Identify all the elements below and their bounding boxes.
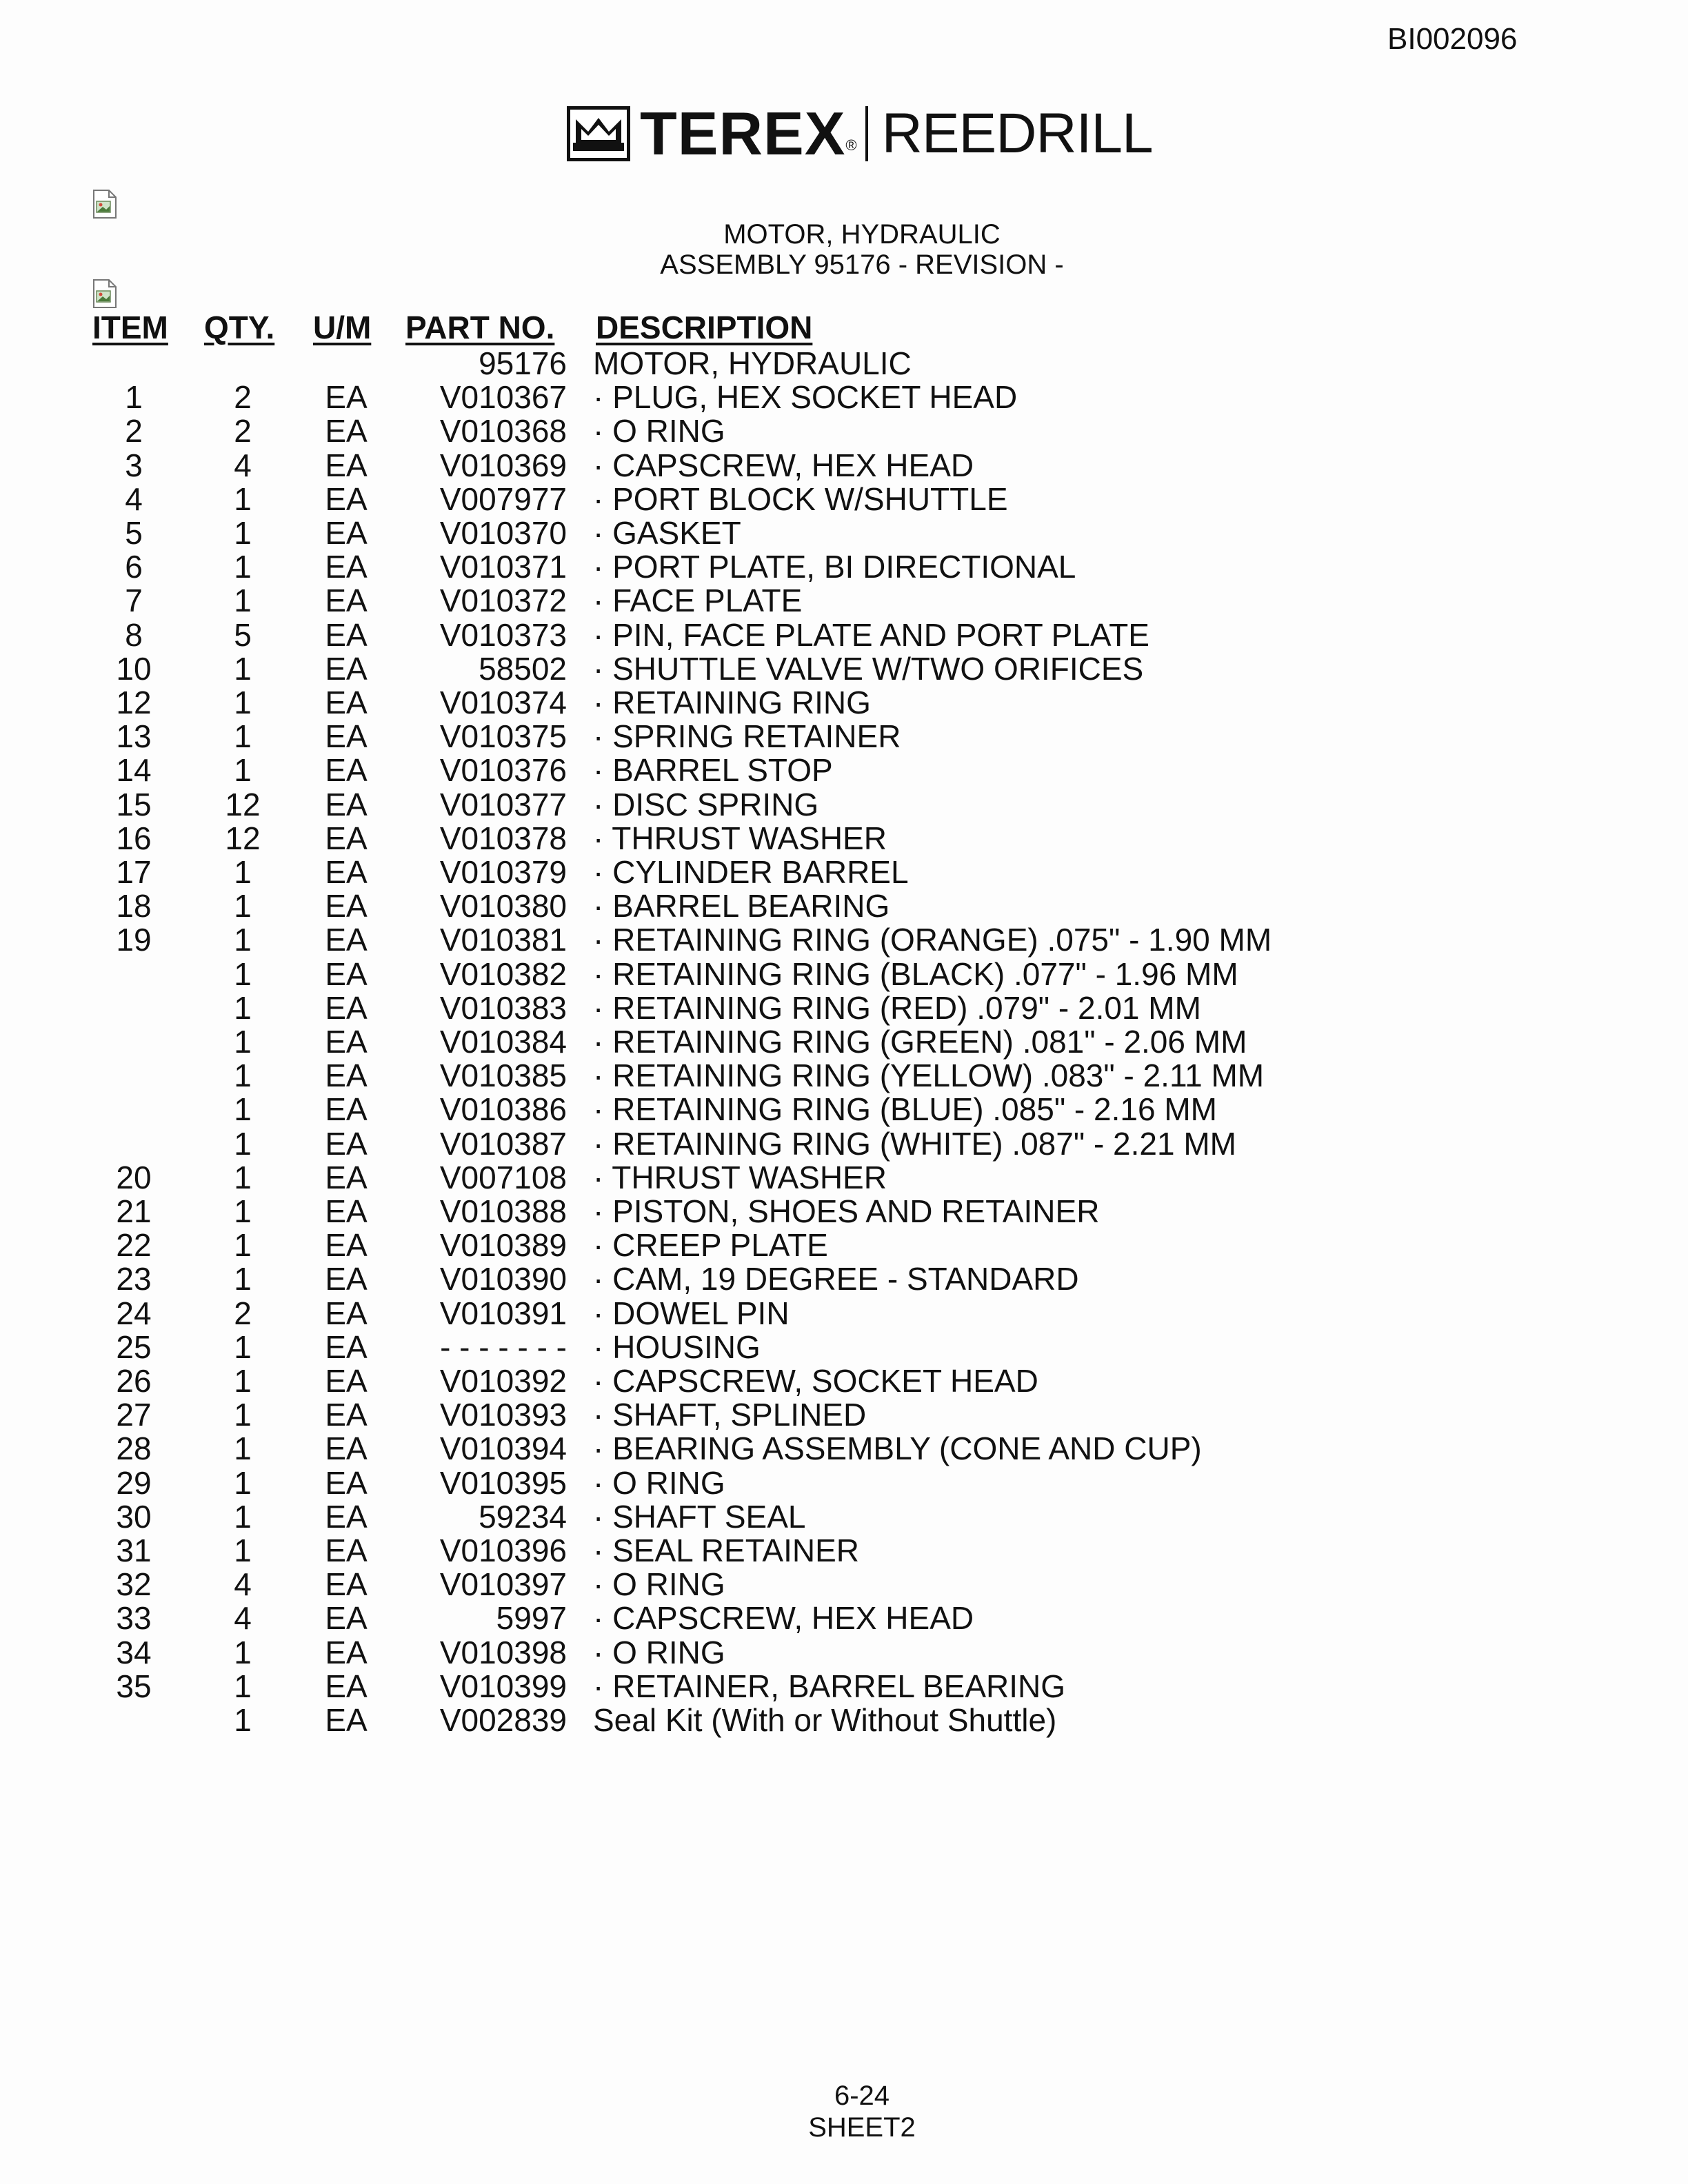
cell-part-number: V010394 bbox=[439, 1430, 567, 1467]
cell-item-number: 17 bbox=[116, 854, 152, 890]
cell-unit-of-measure: EA bbox=[325, 1193, 368, 1229]
cell-description: · PISTON, SHOES AND RETAINER bbox=[593, 1193, 1100, 1229]
cell-item-number: 33 bbox=[116, 1600, 152, 1637]
table-row bbox=[0, 1328, 1688, 1365]
cell-description: · HOUSING bbox=[593, 1328, 761, 1365]
cell-quantity: 1 bbox=[234, 1024, 252, 1060]
table-row bbox=[0, 412, 1688, 449]
cell-part-number: V010369 bbox=[439, 447, 567, 483]
cell-description: · BARREL STOP bbox=[593, 752, 833, 789]
cell-unit-of-measure: EA bbox=[325, 616, 368, 653]
cell-item-number: 6 bbox=[125, 549, 143, 585]
cell-unit-of-measure: EA bbox=[325, 515, 368, 551]
cell-unit-of-measure: EA bbox=[325, 447, 368, 483]
table-row bbox=[0, 1057, 1688, 1094]
table-row bbox=[0, 345, 1688, 381]
table-row bbox=[0, 1566, 1688, 1603]
cell-description: · PLUG, HEX SOCKET HEAD bbox=[593, 379, 1018, 416]
cell-quantity: 1 bbox=[234, 989, 252, 1026]
table-row bbox=[0, 786, 1688, 820]
cell-description: · CREEP PLATE bbox=[593, 1227, 828, 1264]
cell-item-number: 26 bbox=[116, 1363, 152, 1399]
logo-product: REEDRILL bbox=[881, 102, 1153, 165]
table-row bbox=[0, 1498, 1688, 1535]
cell-description: MOTOR, HYDRAULIC bbox=[593, 345, 912, 381]
cell-part-number: V010388 bbox=[439, 1193, 567, 1229]
table-row bbox=[0, 1260, 1688, 1297]
cell-unit-of-measure: EA bbox=[325, 1464, 368, 1501]
cell-quantity: 1 bbox=[234, 685, 252, 720]
cell-item-number: 29 bbox=[116, 1464, 152, 1501]
terex-emblem-icon bbox=[567, 106, 630, 161]
cell-part-number: V010378 bbox=[439, 820, 567, 856]
cell-quantity: 1 bbox=[234, 549, 252, 585]
cell-description: · RETAINER, BARREL BEARING bbox=[593, 1668, 1066, 1704]
cell-item-number: 7 bbox=[125, 583, 143, 619]
cell-part-number: 5997 bbox=[496, 1600, 567, 1637]
cell-part-number: V010375 bbox=[439, 718, 567, 755]
table-row bbox=[0, 1430, 1688, 1467]
cell-item-number: 20 bbox=[116, 1159, 152, 1195]
cell-description: · CAPSCREW, HEX HEAD bbox=[593, 1600, 974, 1637]
cell-unit-of-measure: EA bbox=[325, 1566, 368, 1603]
cell-item-number: 31 bbox=[116, 1533, 152, 1568]
cell-part-number: 58502 bbox=[479, 650, 567, 687]
table-row bbox=[0, 378, 1688, 416]
header-description: DESCRIPTION bbox=[596, 310, 813, 345]
cell-quantity: 1 bbox=[234, 1261, 252, 1297]
cell-quantity: 1 bbox=[234, 1091, 252, 1128]
cell-item-number: 10 bbox=[116, 650, 152, 687]
cell-quantity: 1 bbox=[234, 922, 252, 958]
table-row bbox=[0, 1599, 1688, 1637]
cell-part-number: V007108 bbox=[439, 1159, 567, 1195]
cell-description: · BEARING ASSEMBLY (CONE AND CUP) bbox=[593, 1430, 1202, 1467]
cell-part-number: V010393 bbox=[439, 1397, 567, 1433]
table-row bbox=[0, 548, 1688, 585]
cell-quantity: 1 bbox=[234, 854, 252, 890]
cell-quantity: 1 bbox=[234, 752, 252, 789]
table-row bbox=[0, 1532, 1688, 1566]
cell-description: · CAPSCREW, SOCKET HEAD bbox=[593, 1363, 1038, 1399]
cell-unit-of-measure: EA bbox=[325, 854, 368, 890]
cell-part-number: V010387 bbox=[439, 1125, 567, 1162]
cell-part-number: V010383 bbox=[439, 989, 567, 1026]
cell-description: · FACE PLATE bbox=[593, 583, 803, 619]
page-number: 6-24 bbox=[834, 2081, 890, 2111]
assembly-subtitle: ASSEMBLY 95176 - REVISION - bbox=[660, 250, 1064, 280]
table-row bbox=[0, 956, 1688, 992]
table-row bbox=[0, 1023, 1688, 1060]
cell-quantity: 1 bbox=[234, 583, 252, 619]
cell-unit-of-measure: EA bbox=[325, 481, 368, 517]
cell-unit-of-measure: EA bbox=[325, 1024, 368, 1060]
cell-quantity: 1 bbox=[234, 1328, 252, 1365]
cell-description: · O RING bbox=[593, 1464, 725, 1501]
cell-quantity: 12 bbox=[225, 820, 261, 856]
cell-description: · THRUST WASHER bbox=[593, 1159, 887, 1195]
cell-unit-of-measure: EA bbox=[325, 1058, 368, 1094]
cell-part-number: V010385 bbox=[439, 1058, 567, 1094]
cell-unit-of-measure: EA bbox=[325, 583, 368, 619]
cell-item-number: 1 bbox=[125, 379, 143, 416]
cell-quantity: 1 bbox=[234, 1634, 252, 1670]
cell-quantity: 1 bbox=[234, 1159, 252, 1195]
cell-part-number: V010389 bbox=[439, 1227, 567, 1264]
cell-quantity: 1 bbox=[234, 718, 252, 755]
cell-quantity: 2 bbox=[234, 1295, 252, 1331]
logo-divider bbox=[865, 106, 868, 161]
cell-description: · DOWEL PIN bbox=[593, 1295, 790, 1331]
cell-unit-of-measure: EA bbox=[325, 1634, 368, 1670]
table-row bbox=[0, 514, 1688, 551]
table-row bbox=[0, 751, 1688, 789]
broken-image-icon bbox=[91, 189, 119, 219]
cell-part-number: V010374 bbox=[439, 685, 567, 720]
cell-unit-of-measure: EA bbox=[325, 1430, 368, 1467]
cell-quantity: 1 bbox=[234, 888, 252, 924]
cell-part-number: V010395 bbox=[439, 1464, 567, 1501]
cell-part-number: V010391 bbox=[439, 1295, 567, 1331]
cell-quantity: 5 bbox=[234, 616, 252, 653]
cell-item-number: 14 bbox=[116, 752, 152, 789]
cell-description: Seal Kit (With or Without Shuttle) bbox=[593, 1702, 1057, 1738]
cell-part-number: V010398 bbox=[439, 1634, 567, 1670]
cell-part-number: V010370 bbox=[439, 515, 567, 551]
cell-unit-of-measure: EA bbox=[325, 1668, 368, 1704]
cell-part-number: V007977 bbox=[439, 481, 567, 517]
cell-description: · SEAL RETAINER bbox=[593, 1533, 859, 1568]
cell-item-number: 24 bbox=[116, 1295, 152, 1331]
logo-brand: TEREX bbox=[640, 99, 846, 168]
terex-reedrill-logo bbox=[567, 99, 1153, 168]
cell-description: · O RING bbox=[593, 1566, 725, 1603]
document-id: BI002096 bbox=[1387, 22, 1518, 56]
cell-item-number: 15 bbox=[116, 786, 152, 822]
header-um: U/M bbox=[313, 310, 372, 345]
cell-description: · CAPSCREW, HEX HEAD bbox=[593, 447, 974, 483]
cell-item-number: 4 bbox=[125, 481, 143, 517]
cell-part-number: V010367 bbox=[439, 379, 567, 416]
cell-unit-of-measure: EA bbox=[325, 1363, 368, 1399]
cell-item-number: 12 bbox=[116, 685, 152, 720]
cell-description: · SHAFT, SPLINED bbox=[593, 1397, 867, 1433]
cell-description: · RETAINING RING bbox=[593, 685, 871, 720]
cell-quantity: 4 bbox=[234, 447, 252, 483]
table-row bbox=[0, 582, 1688, 619]
cell-part-number: V010368 bbox=[439, 413, 567, 449]
cell-description: · RETAINING RING (GREEN) .081" - 2.06 MM bbox=[593, 1024, 1247, 1060]
cell-part-number: V010371 bbox=[439, 549, 567, 585]
cell-description: · SHAFT SEAL bbox=[593, 1498, 806, 1535]
cell-description: · CAM, 19 DEGREE - STANDARD bbox=[593, 1261, 1079, 1297]
cell-item-number: 18 bbox=[116, 888, 152, 924]
cell-description: · CYLINDER BARREL bbox=[593, 854, 909, 890]
cell-part-number: V010382 bbox=[439, 956, 567, 992]
cell-unit-of-measure: EA bbox=[325, 956, 368, 992]
cell-part-number: V010397 bbox=[439, 1566, 567, 1603]
broken-image-icon bbox=[91, 279, 119, 309]
cell-unit-of-measure: EA bbox=[325, 379, 368, 416]
cell-description: · PORT BLOCK W/SHUTTLE bbox=[593, 481, 1008, 517]
cell-part-number: V010386 bbox=[439, 1091, 567, 1128]
cell-unit-of-measure: EA bbox=[325, 752, 368, 789]
cell-unit-of-measure: EA bbox=[325, 786, 368, 822]
cell-part-number: V010399 bbox=[439, 1668, 567, 1704]
cell-description: · THRUST WASHER bbox=[593, 820, 887, 856]
cell-quantity: 1 bbox=[234, 650, 252, 687]
cell-unit-of-measure: EA bbox=[325, 549, 368, 585]
cell-quantity: 1 bbox=[234, 1702, 252, 1738]
table-row bbox=[0, 921, 1688, 958]
table-row bbox=[0, 1091, 1688, 1128]
table-row bbox=[0, 1125, 1688, 1162]
cell-unit-of-measure: EA bbox=[325, 1295, 368, 1331]
header-part-no: PART NO. bbox=[405, 310, 555, 345]
cell-unit-of-measure: EA bbox=[325, 1498, 368, 1535]
cell-item-number: 25 bbox=[116, 1328, 152, 1365]
table-row bbox=[0, 718, 1688, 755]
cell-unit-of-measure: EA bbox=[325, 1702, 368, 1738]
cell-unit-of-measure: EA bbox=[325, 1328, 368, 1365]
cell-description: · SPRING RETAINER bbox=[593, 718, 901, 755]
cell-quantity: 1 bbox=[234, 1668, 252, 1704]
cell-description: · SHUTTLE VALVE W/TWO ORIFICES bbox=[593, 650, 1144, 687]
cell-item-number: 22 bbox=[116, 1227, 152, 1264]
cell-description: · RETAINING RING (WHITE) .087" - 2.21 MM bbox=[593, 1125, 1237, 1162]
cell-item-number: 19 bbox=[116, 922, 152, 958]
cell-item-number: 32 bbox=[116, 1566, 152, 1603]
cell-quantity: 1 bbox=[234, 481, 252, 517]
cell-unit-of-measure: EA bbox=[325, 989, 368, 1026]
cell-unit-of-measure: EA bbox=[325, 888, 368, 924]
cell-unit-of-measure: EA bbox=[325, 820, 368, 856]
sheet-label: SHEET2 bbox=[808, 2112, 916, 2143]
cell-description: · DISC SPRING bbox=[593, 786, 819, 822]
cell-unit-of-measure: EA bbox=[325, 718, 368, 755]
cell-unit-of-measure: EA bbox=[325, 685, 368, 720]
table-row bbox=[0, 684, 1688, 718]
table-row bbox=[0, 887, 1688, 924]
cell-quantity: 1 bbox=[234, 1363, 252, 1399]
table-row bbox=[0, 1396, 1688, 1433]
table-row bbox=[0, 1362, 1688, 1399]
header-qty: QTY. bbox=[204, 310, 275, 345]
cell-part-number: V010390 bbox=[439, 1261, 567, 1297]
cell-quantity: 1 bbox=[234, 1397, 252, 1433]
table-row bbox=[0, 989, 1688, 1026]
cell-quantity: 1 bbox=[234, 1193, 252, 1229]
cell-unit-of-measure: EA bbox=[325, 1533, 368, 1568]
cell-description: · O RING bbox=[593, 1634, 725, 1670]
cell-part-number: V010396 bbox=[439, 1533, 567, 1568]
table-row bbox=[0, 1701, 1688, 1738]
cell-part-number: V010372 bbox=[439, 583, 567, 619]
table-row bbox=[0, 1295, 1688, 1331]
table-row bbox=[0, 1193, 1688, 1229]
cell-quantity: 2 bbox=[234, 379, 252, 416]
cell-part-number: V010392 bbox=[439, 1363, 567, 1399]
cell-item-number: 16 bbox=[116, 820, 152, 856]
cell-unit-of-measure: EA bbox=[325, 1091, 368, 1128]
table-row bbox=[0, 481, 1688, 517]
cell-part-number: V010384 bbox=[439, 1024, 567, 1060]
cell-part-number: V010380 bbox=[439, 888, 567, 924]
table-row bbox=[0, 820, 1688, 856]
cell-part-number: V010377 bbox=[439, 786, 567, 822]
cell-description: · RETAINING RING (RED) .079" - 2.01 MM bbox=[593, 989, 1201, 1026]
cell-item-number: 21 bbox=[116, 1193, 152, 1229]
table-row bbox=[0, 1634, 1688, 1668]
cell-description: · PORT PLATE, BI DIRECTIONAL bbox=[593, 549, 1076, 585]
cell-part-number: 95176 bbox=[479, 345, 567, 381]
cell-item-number: 5 bbox=[125, 515, 143, 551]
cell-item-number: 30 bbox=[116, 1498, 152, 1535]
cell-description: · GASKET bbox=[593, 515, 741, 551]
cell-item-number: 28 bbox=[116, 1430, 152, 1467]
cell-part-number: 59234 bbox=[479, 1498, 567, 1535]
table-row bbox=[0, 1668, 1688, 1704]
cell-description: · RETAINING RING (YELLOW) .083" - 2.11 MM bbox=[593, 1058, 1265, 1094]
cell-unit-of-measure: EA bbox=[325, 1159, 368, 1195]
table-row bbox=[0, 616, 1688, 653]
cell-quantity: 2 bbox=[234, 413, 252, 449]
cell-item-number: 13 bbox=[116, 718, 152, 755]
cell-unit-of-measure: EA bbox=[325, 650, 368, 687]
cell-quantity: 4 bbox=[234, 1600, 252, 1637]
table-row bbox=[0, 1159, 1688, 1193]
table-row bbox=[0, 447, 1688, 481]
cell-quantity: 1 bbox=[234, 1227, 252, 1264]
cell-unit-of-measure: EA bbox=[325, 1261, 368, 1297]
cell-quantity: 4 bbox=[234, 1566, 252, 1603]
cell-unit-of-measure: EA bbox=[325, 413, 368, 449]
cell-description: · RETAINING RING (ORANGE) .075" - 1.90 MM bbox=[593, 922, 1272, 958]
assembly-title: MOTOR, HYDRAULIC bbox=[723, 219, 1001, 250]
cell-part-number: V010379 bbox=[439, 854, 567, 890]
cell-unit-of-measure: EA bbox=[325, 1397, 368, 1433]
cell-description: · RETAINING RING (BLUE) .085" - 2.16 MM bbox=[593, 1091, 1217, 1128]
cell-part-number: V010373 bbox=[439, 616, 567, 653]
cell-quantity: 1 bbox=[234, 1125, 252, 1162]
cell-unit-of-measure: EA bbox=[325, 1227, 368, 1264]
header-item: ITEM bbox=[92, 310, 168, 345]
cell-part-number: V002839 bbox=[439, 1702, 567, 1738]
cell-item-number: 3 bbox=[125, 447, 143, 483]
cell-description: · RETAINING RING (BLACK) .077" - 1.96 MM bbox=[593, 956, 1238, 992]
cell-description: · PIN, FACE PLATE AND PORT PLATE bbox=[593, 616, 1149, 653]
cell-quantity: 1 bbox=[234, 515, 252, 551]
cell-item-number: 27 bbox=[116, 1397, 152, 1433]
cell-quantity: 1 bbox=[234, 1533, 252, 1568]
cell-item-number: 2 bbox=[125, 413, 143, 449]
cell-quantity: 1 bbox=[234, 1058, 252, 1094]
cell-part-number: V010376 bbox=[439, 752, 567, 789]
cell-part-number: V010381 bbox=[439, 922, 567, 958]
cell-description: · BARREL BEARING bbox=[593, 888, 890, 924]
table-row bbox=[0, 650, 1688, 687]
cell-quantity: 1 bbox=[234, 1498, 252, 1535]
cell-item-number: 35 bbox=[116, 1668, 152, 1704]
cell-quantity: 1 bbox=[234, 1464, 252, 1501]
cell-part-number: - - - - - - - bbox=[440, 1328, 567, 1365]
cell-item-number: 23 bbox=[116, 1261, 152, 1297]
table-row bbox=[0, 853, 1688, 890]
cell-item-number: 34 bbox=[116, 1634, 152, 1670]
cell-unit-of-measure: EA bbox=[325, 922, 368, 958]
logo-registered-mark: ® bbox=[845, 136, 857, 154]
table-row bbox=[0, 1226, 1688, 1264]
cell-unit-of-measure: EA bbox=[325, 1600, 368, 1637]
cell-description: · O RING bbox=[593, 413, 725, 449]
table-row bbox=[0, 1464, 1688, 1501]
cell-item-number: 8 bbox=[125, 616, 143, 653]
cell-quantity: 12 bbox=[225, 786, 261, 822]
cell-quantity: 1 bbox=[234, 1430, 252, 1467]
cell-quantity: 1 bbox=[234, 956, 252, 992]
cell-unit-of-measure: EA bbox=[325, 1125, 368, 1162]
